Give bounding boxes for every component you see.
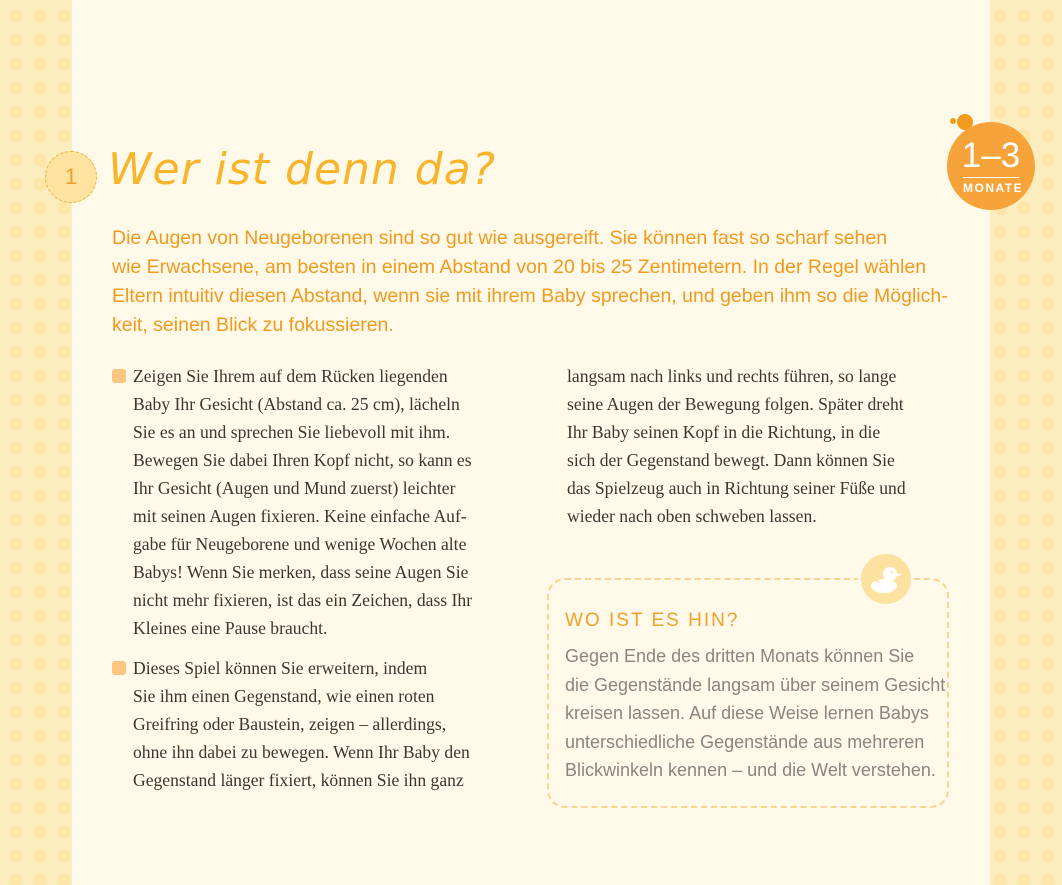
text-line: unterschiedliche Gegenstände aus mehreren [565, 731, 925, 752]
text-line: Dieses Spiel können Sie erweitern, indem [133, 658, 428, 678]
bullet-square-icon [112, 661, 126, 675]
text-line: Gegen Ende des dritten Monats können Sie [565, 646, 915, 666]
text-line: nicht mehr fixieren, ist das ein Zeichen, dass Ihr [133, 590, 473, 610]
list-item [112, 654, 532, 794]
text-line: Ihr Gesicht (Augen und Mund zuerst) leichter [133, 478, 456, 498]
text-line: Blickwinkeln kennen – und die Welt verstehen. [565, 760, 936, 780]
rubber-duck-icon [858, 551, 914, 607]
bullet-square-icon [112, 369, 126, 383]
text-line: die Gegenstände langsam über seinem Gesicht [565, 674, 946, 695]
age-badge-unit: MONATE [963, 177, 1019, 195]
list-item [112, 362, 532, 642]
age-badge [947, 122, 1035, 210]
tip-title: WO IST ES HIN? [565, 610, 740, 631]
text-line: Kleines eine Pause braucht. [133, 618, 328, 638]
text-line: Zeigen Sie Ihrem auf dem Rücken liegenden [133, 366, 448, 386]
text-line: Greifring oder Baustein, zeigen – allerdings, [133, 714, 447, 734]
text-line: gabe für Neugeborene und wenige Wochen alte [133, 534, 467, 554]
text-line: Bewegen Sie dabei Ihren Kopf nicht, so kann es [133, 450, 472, 470]
text-line: Babys! Wenn Sie merken, dass seine Augen Sie [133, 562, 469, 582]
text-line: mit seinen Augen fixieren. Keine einfache Auf- [133, 506, 467, 526]
text-line: Gegenstand länger fixiert, können Sie ihn ganz [133, 770, 464, 790]
text-line: ohne ihn dabei zu bewegen. Wenn Ihr Baby den [133, 742, 470, 762]
text-line: Sie ihm einen Gegenstand, wie einen roten [133, 686, 435, 706]
badge-decoration-dot-small [950, 118, 956, 124]
text-line: Ihr Baby seinen Kopf in die Richtung, in die [567, 422, 881, 442]
text-line: seine Augen der Bewegung folgen. Später dreht [567, 394, 904, 414]
lead-line: keit, seinen Blick zu fokussieren. [112, 314, 394, 336]
lead-paragraph [112, 224, 972, 340]
text-line: das Spielzeug auch in Richtung seiner Füße und [567, 478, 906, 498]
text-line: sich der Gegenstand bewegt. Dann können Sie [567, 450, 895, 470]
instruction-list [112, 362, 532, 806]
text-line: langsam nach links und rechts führen, so lange [567, 366, 897, 386]
tip-text [565, 642, 960, 785]
list-item-text [133, 362, 532, 642]
text-line: Baby Ihr Gesicht (Abstand ca. 25 cm), lächeln [133, 394, 460, 414]
section-title: Wer ist denn da? [108, 144, 497, 195]
lead-line: Eltern intuitiv diesen Abstand, wenn sie mit ihrem Baby sprechen, und geben ihm so die Möglich- [112, 285, 948, 307]
section-number-badge: 1 [45, 151, 97, 203]
text-line: wieder nach oben schweben lassen. [567, 506, 817, 526]
text-line: Sie es an und sprechen Sie liebevoll mit ihm. [133, 422, 451, 442]
list-item-text [133, 654, 532, 794]
continuation-paragraph [567, 362, 967, 530]
age-badge-range: 1–3 [961, 136, 1021, 175]
lead-line: Die Augen von Neugeborenen sind so gut wie ausgereift. Sie können fast so scharf sehen [112, 227, 888, 249]
text-line: kreisen lassen. Auf diese Weise lernen Babys [565, 703, 929, 723]
lead-line: wie Erwachsene, am besten in einem Abstand von 20 bis 25 Zentimetern. In der Regel wählen [112, 256, 927, 278]
